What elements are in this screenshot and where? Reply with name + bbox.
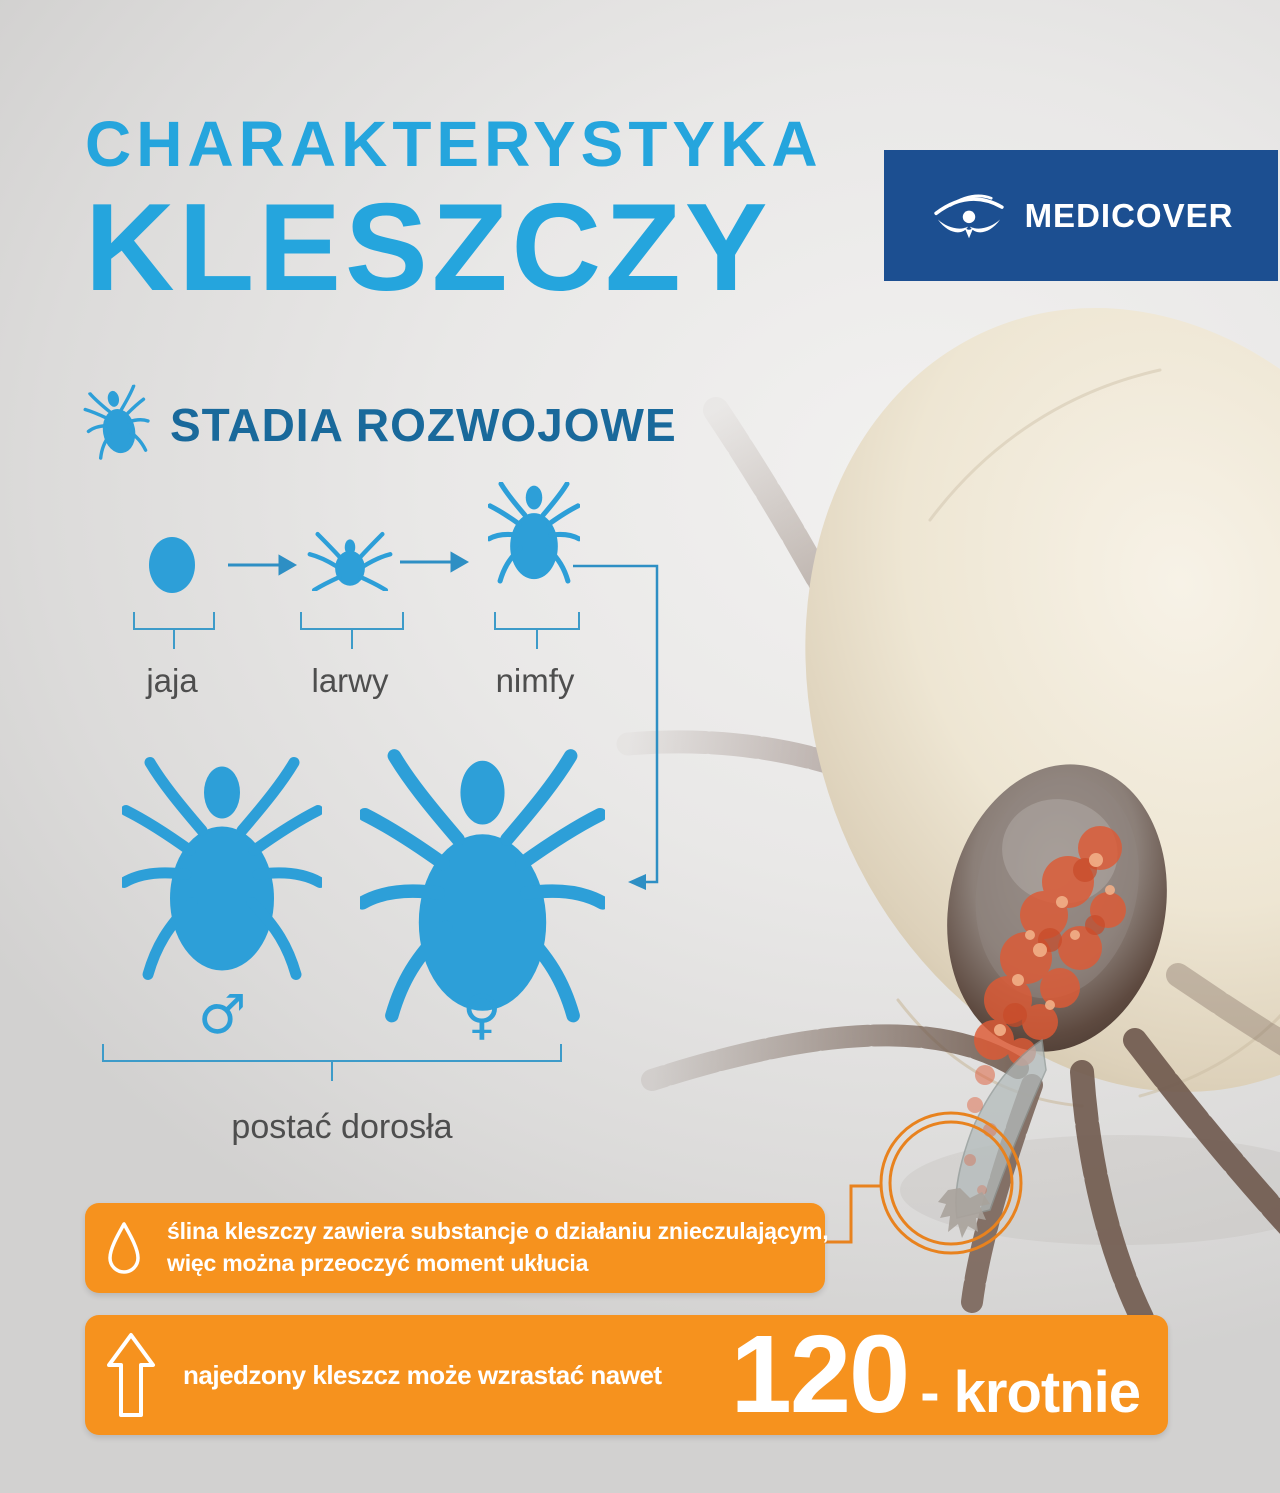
bracket-eggs	[133, 612, 215, 630]
fact-growth	[85, 1315, 1168, 1435]
larva-icon	[306, 528, 394, 591]
droplet-icon	[107, 1221, 141, 1275]
arrow-up-icon	[105, 1331, 157, 1419]
fact-saliva-line2: więc można przeoczyć moment ukłucia	[167, 1250, 589, 1276]
medicover-logo-icon	[929, 185, 1009, 247]
growth-figure	[730, 1313, 1140, 1436]
label-larvae: larwy	[311, 662, 389, 699]
medicover-logo-box	[884, 150, 1278, 281]
growth-suffix: - krotnie	[920, 1360, 1140, 1425]
fact-saliva-line1: ślina kleszczy zawiera substancje o działaniu znieczulającym,	[167, 1218, 829, 1245]
label-nymphs: nimfy	[495, 662, 575, 699]
fact-saliva	[85, 1203, 829, 1293]
medicover-logo-text: MEDICOVER	[1024, 196, 1234, 234]
tick-icon	[79, 383, 157, 467]
page-title-line2: KLESZCZY	[85, 179, 772, 317]
growth-value: 120	[730, 1313, 909, 1436]
male-symbol: ♂	[198, 983, 247, 1046]
label-adult: postać dorosła	[231, 1108, 453, 1146]
page-title-line1: CHARAKTERYSTYKA	[85, 108, 823, 180]
section-heading: STADIA ROZWOJOWE	[170, 399, 677, 451]
female-symbol: ♀	[462, 983, 502, 1046]
label-eggs: jaja	[146, 662, 198, 699]
male-tick-icon	[122, 756, 322, 1001]
nymph-icon	[488, 482, 580, 592]
bracket-adults	[102, 1044, 562, 1062]
bracket-larvae	[300, 612, 404, 630]
fact-growth-text: najedzony kleszcz może wzrastać nawet	[183, 1359, 662, 1390]
engorged-tick-illustration	[600, 300, 1280, 1330]
bracket-nymphs	[494, 612, 580, 630]
egg-icon	[148, 536, 196, 594]
